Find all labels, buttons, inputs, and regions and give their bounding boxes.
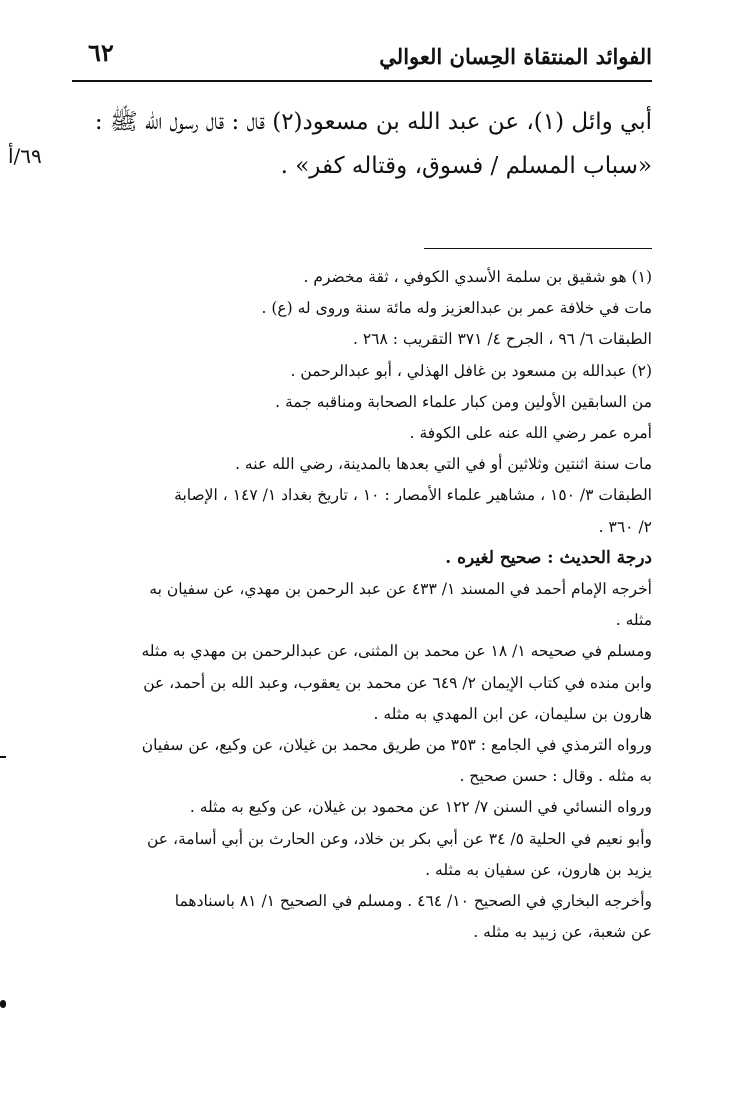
- scan-edge-mark: [0, 1000, 6, 1008]
- footnote-2-line: ٢/ ٣٦٠ .: [598, 517, 652, 536]
- footnote-2-line: الطبقات ٣/ ١٥٠ ، مشاهير علماء الأمصار : ١٠ ، تاريخ بغداد ١/ ١٤٧ ، الإصابة: [174, 486, 652, 505]
- page-number: ٦٢: [88, 38, 114, 67]
- takhrij-line: ورواه الترمذي في الجامع : ٣٥٣ من طريق محمد بن غيلان، عن وكيع، عن سفيان: [141, 736, 652, 755]
- footnotes-block: [64, 262, 652, 948]
- running-header-title: الفوائد المنتقاة الحِسان العوالي: [379, 44, 652, 69]
- footnote-separator: [424, 248, 652, 249]
- footnote-2-line: أمره عمر رضي الله عنه على الكوفة .: [409, 424, 652, 443]
- takhrij-line: ورواه النسائي في السنن ٧/ ١٢٢ عن محمود بن غيلان، عن وكيع به مثله .: [189, 798, 652, 817]
- hadith-line-1: أبي وائل (١)، عن عبد الله بن مسعود(٢) قال : قال رسول الله ﷺ :: [94, 109, 652, 135]
- margin-manuscript-folio: ٦٩/أ: [8, 144, 42, 168]
- footnote-1-line: الطبقات ٦/ ٩٦ ، الجرح ٤/ ٣٧١ التقريب : ٢٦٨ .: [353, 330, 652, 349]
- takhrij-line: وابن منده في كتاب الإيمان ٢/ ٦٤٩ عن محمد بن يعقوب، وعبد الله بن أحمد، عن: [143, 673, 652, 692]
- takhrij-line: وأبو نعيم في الحلية ٥/ ٣٤ عن أبي بكر بن خلاد، وعن الحارث بن أبي أسامة، عن: [147, 829, 652, 848]
- takhrij-line: ومسلم في صحيحه ١/ ١٨ عن محمد بن المثنى، عن عبدالرحمن بن مهدي به مثله: [141, 642, 652, 661]
- footnote-2-line: (٢) عبدالله بن مسعود بن غافل الهذلي ، أبو عبدالرحمن .: [290, 361, 652, 380]
- footnote-1-line: (١) هو شقيق بن سلمة الأسدي الكوفي ، ثقة مخضرم .: [303, 268, 652, 286]
- takhrij-line: وأخرجه البخاري في الصحيح ١٠/ ٤٦٤ . ومسلم في الصحيح ١/ ٨١ باسنادهما: [174, 892, 652, 911]
- hadith-line-2: «سباب المسلم / فسوق، وقتاله كفر» .: [280, 153, 652, 179]
- footnote-1-line: مات في خلافة عمر بن عبدالعزيز وله مائة سنة وروى له (ع) .: [261, 299, 652, 318]
- hadith-grade-heading: درجة الحديث : صحيح لغيره .: [445, 547, 652, 568]
- footnote-2-line: مات سنة اثنتين وثلاثين أو في التي بعدها بالمدينة، رضي الله عنه .: [235, 455, 652, 474]
- header-rule: [72, 80, 652, 82]
- scan-edge-mark: [0, 756, 6, 758]
- takhrij-line: يزيد بن هارون، عن سفيان به مثله .: [425, 860, 652, 879]
- takhrij-line: أخرجه الإمام أحمد في المسند ١/ ٤٣٣ عن عبد الرحمن بن مهدي، عن سفيان به: [149, 580, 652, 599]
- takhrij-line: عن شعبة، عن زبيد به مثله .: [473, 923, 652, 942]
- takhrij-line: مثله .: [615, 611, 652, 630]
- hadith-text: [72, 100, 652, 188]
- takhrij-line: به مثله . وقال : حسن صحيح .: [459, 767, 652, 786]
- takhrij-line: هارون بن سليمان، عن ابن المهدي به مثله .: [373, 704, 652, 723]
- footnote-2-line: من السابقين الأولين ومن كبار علماء الصحابة ومناقبه جمة .: [275, 392, 652, 411]
